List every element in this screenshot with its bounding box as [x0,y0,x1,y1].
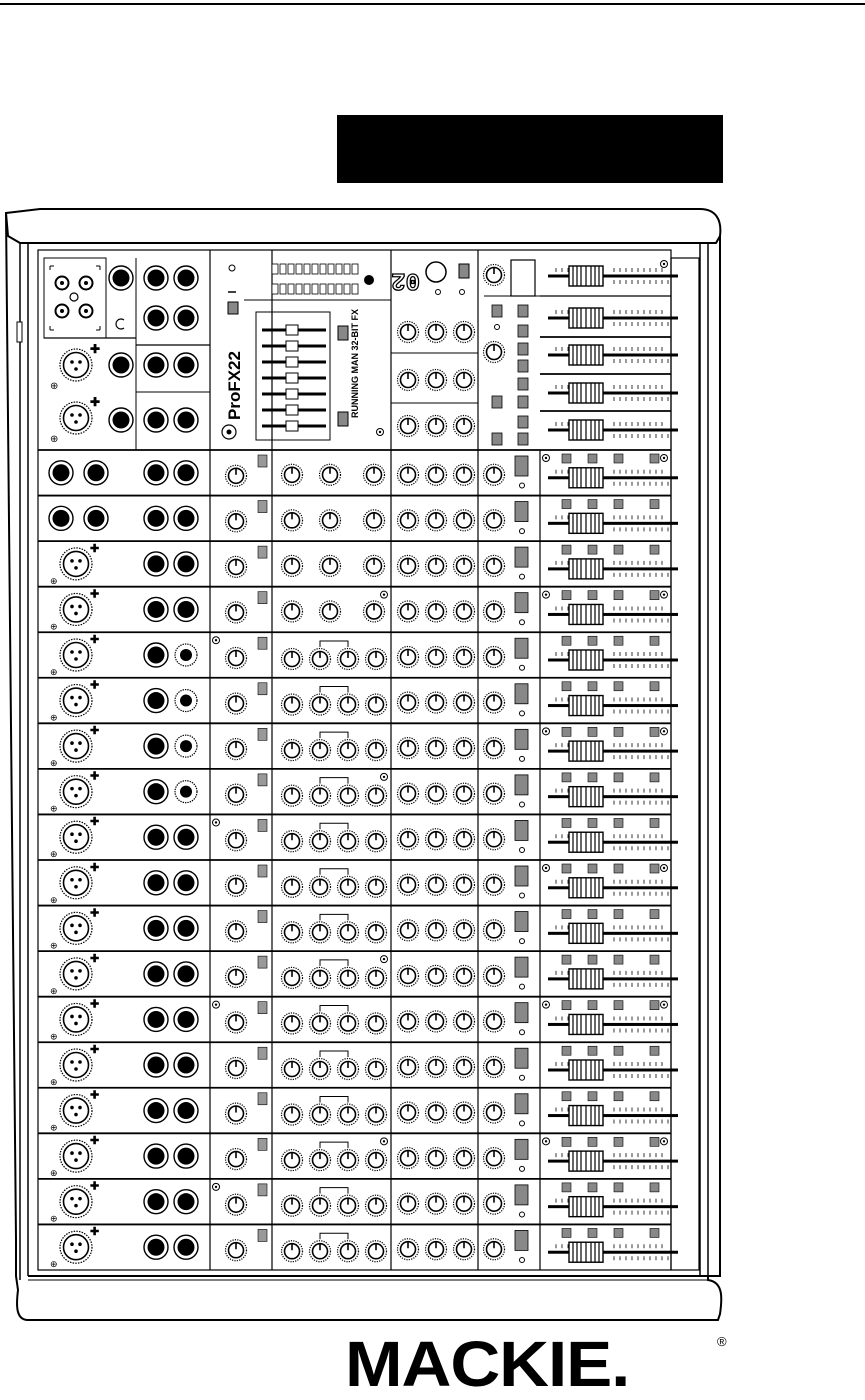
channel-strip [38,1133,678,1178]
channel-strip [38,587,678,632]
svg-text:⊕: ⊕ [50,1077,58,1087]
channel-strip [38,1224,678,1269]
svg-text:⊕: ⊕ [50,1259,58,1270]
registered-mark: ® [717,1334,727,1349]
svg-text:⊕: ⊕ [50,803,58,814]
svg-text:⊕: ⊕ [50,667,58,677]
channel-fader [548,1151,678,1171]
channel-strip [38,951,678,996]
master-fader-5 [548,420,678,440]
svg-text:✚: ✚ [90,1044,100,1056]
top-rail [6,213,720,243]
channel-fader [548,650,678,670]
svg-text:✚: ✚ [90,725,100,738]
svg-text:✚: ✚ [90,1226,100,1239]
svg-text:✚: ✚ [90,770,100,783]
svg-text:⊕: ⊕ [50,712,58,723]
svg-text:✚: ✚ [90,1135,100,1148]
svg-text:✚: ✚ [90,816,100,829]
channel-strip [38,1088,678,1133]
mackie-logo [345,1328,727,1400]
svg-text:⊕: ⊕ [50,940,58,951]
svg-text:✚: ✚ [90,342,101,356]
svg-text:✚: ✚ [90,861,100,874]
channel-strip [38,860,678,905]
svg-text:⊕: ⊕ [50,894,58,905]
channel-fader [548,1197,678,1217]
channel-fader [548,832,678,852]
master-fader-2 [548,308,678,328]
channel-strip [38,769,678,814]
svg-text:✚: ✚ [90,1180,100,1193]
svg-text:⊕: ⊕ [50,849,58,860]
product-name-label: ProFX22 [225,351,244,420]
svg-text:✚: ✚ [90,998,100,1011]
channel-fader [548,923,678,943]
channel-strip [38,723,678,768]
branding-meter-section [222,264,391,440]
svg-text:⊕: ⊕ [50,1122,58,1133]
channel-fader [548,1060,678,1080]
channel-fader [548,741,678,761]
master-fader-main [548,266,678,286]
channel-fader [548,468,678,488]
svg-text:⊕: ⊕ [50,1168,58,1179]
svg-text:⊕: ⊕ [50,1213,58,1224]
channel-strip [38,814,678,859]
fx-program-knob [426,262,446,282]
channel-fader [548,1106,678,1126]
svg-text:✚: ✚ [90,634,100,646]
channel-strip [38,541,678,586]
channel-strip [38,1042,678,1087]
channel-strip [38,496,678,534]
logo-wordmark: MACKIE. [345,1328,630,1400]
fx-engine-label: RUNNING MAN 32-BIT FX [350,308,360,418]
channel-strip [49,454,678,488]
svg-text:✚: ✚ [90,952,100,965]
svg-text:✚: ✚ [90,588,100,601]
channel-strip [38,906,678,951]
svg-text:⊕: ⊕ [50,434,59,445]
svg-text:⊕: ⊕ [50,575,58,586]
channel-fader [548,878,678,898]
svg-text:✚: ✚ [90,542,100,555]
channel-strip [38,1179,678,1224]
master-fader-4 [548,383,678,403]
svg-text:⊕: ⊕ [50,381,59,392]
rear-io-section [44,258,210,450]
fx-section [391,262,478,437]
channel-fader [548,787,678,807]
svg-text:✚: ✚ [90,679,100,692]
channel-fader [548,1014,678,1034]
svg-text:⊕: ⊕ [50,621,58,632]
channel-fader [548,513,678,533]
channel-fader [548,604,678,624]
channel-fader [548,559,678,579]
svg-text:⊕: ⊕ [50,1031,58,1042]
fx-program-display: 02 [391,266,420,293]
master-section [484,260,679,445]
channel-strip [38,632,678,677]
svg-text:⊕: ⊕ [50,758,58,769]
svg-text:✚: ✚ [90,395,101,409]
svg-text:⊕: ⊕ [50,985,58,996]
master-fader-3 [548,345,678,365]
channel-strip [38,678,678,723]
channel-fader [548,969,678,989]
svg-text:✚: ✚ [90,907,100,920]
channel-fader [548,1242,678,1262]
svg-text:✚: ✚ [90,1089,100,1102]
channel-fader [548,696,678,716]
channel-strip [38,997,678,1042]
